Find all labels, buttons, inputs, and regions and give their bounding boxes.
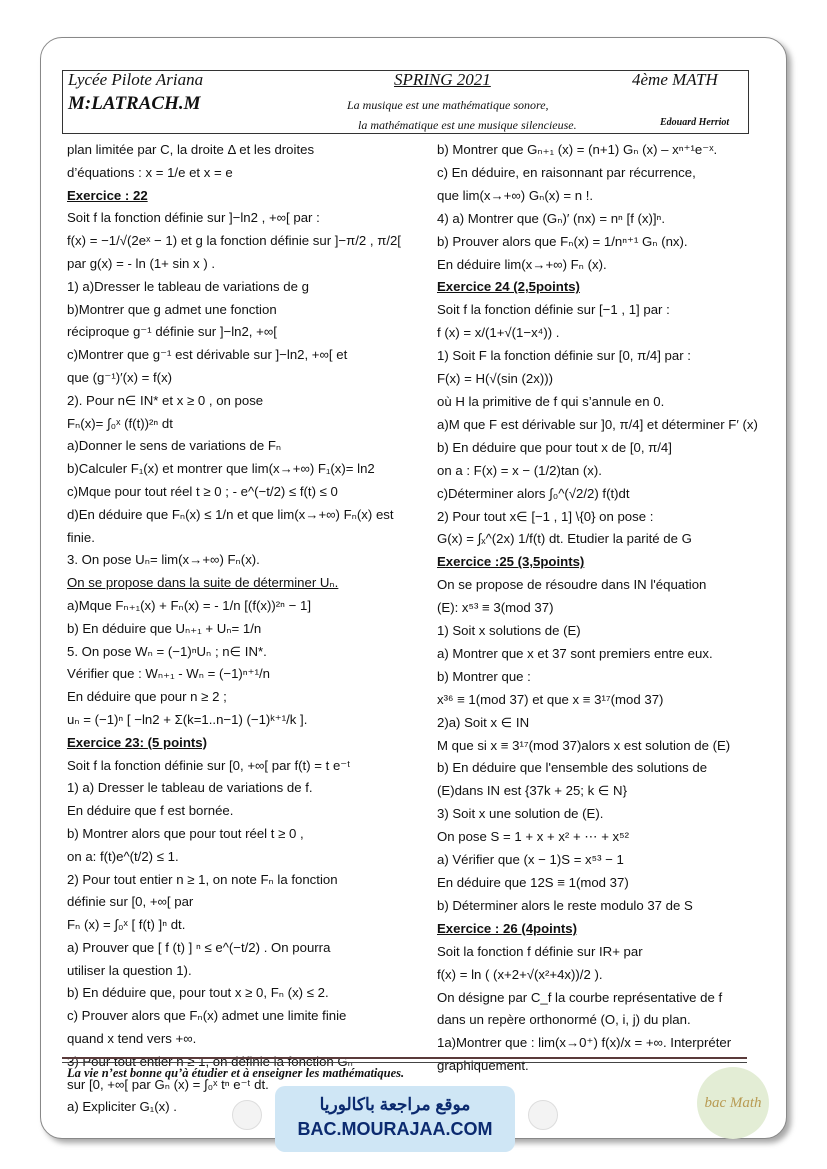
footer-rule xyxy=(62,1057,747,1059)
bac-math-logo: bac Math xyxy=(697,1067,769,1139)
site-url[interactable]: BAC.MOURAJAA.COM xyxy=(297,1119,493,1139)
text-line: on a : F(x) = x − (1/2)tan (x). xyxy=(437,462,602,478)
text-line: a) Expliciter G₁(x) . xyxy=(67,1099,177,1115)
text-line: f(x) = −1/√(2eˣ − 1) et g la fonction définie sur ]−π/2 , π/2[ xyxy=(67,233,401,249)
session-label: SPRING 2021 xyxy=(394,70,491,89)
text-line: f(x) = ln ( (x+2+√(x²+4x))/2 ). xyxy=(437,966,603,982)
text-line: En déduire que pour n ≥ 2 ; xyxy=(67,689,227,705)
text-line: graphiquement. xyxy=(437,1058,529,1074)
text-line: 1a)Montrer que : lim(x→0⁺) f(x)/x = +∞. Interpréter xyxy=(437,1035,732,1051)
text-line: b) Montrer que Gₙ₊₁ (x) = (n+1) Gₙ (x) – xⁿ⁺¹e⁻ˣ. xyxy=(437,142,718,157)
text-line: quand x tend vers +∞. xyxy=(67,1031,197,1047)
quote-line-1: La musique est une mathématique sonore, xyxy=(347,98,549,112)
text-line: a) Prouver que [ f (t) ] ⁿ ≤ e^(−t/2) . On pourra xyxy=(67,939,331,955)
text-line: uₙ = (−1)ⁿ [ −ln2 + Σ(k=1..n−1) (−1)ᵏ⁺¹/k ]. xyxy=(67,711,308,727)
site-arabic-title: موقع مراجعة باكالوريا xyxy=(319,1095,471,1114)
text-line: En déduire lim(x→+∞) Fₙ (x). xyxy=(437,256,607,272)
text-line: En déduire que 12S ≡ 1(mod 37) xyxy=(437,875,629,890)
text-line: b) En déduire que pour tout x de [0, π/4] xyxy=(437,439,672,455)
text-line: Fₙ(x)= ∫₀ˣ (f(t))²ⁿ dt xyxy=(67,415,173,431)
text-line: c)Montrer que g⁻¹ est dérivable sur ]−ln2, +∞[ et xyxy=(67,347,348,363)
text-line: 1) Soit F la fonction définie sur [0, π/4] par : xyxy=(437,348,691,364)
exercise-title: Exercice : 26 (4points) xyxy=(437,920,577,936)
text-line: Soit la fonction f définie sur IR+ par xyxy=(437,943,643,959)
footer-motto: La vie n’est bonne qu’à étudier et à enseigner les mathématiques. xyxy=(67,1066,405,1080)
text-line: 2)a) Soit x ∈ IN xyxy=(437,714,530,730)
text-line: Fₙ (x) = ∫₀ˣ [ f(t) ]ⁿ dt. xyxy=(67,917,186,933)
text-line: dans un repère orthonormé (O, i, j) du plan. xyxy=(437,1012,691,1028)
text-line: b) En déduire que, pour tout x ≥ 0, Fₙ (x) ≤ 2. xyxy=(67,985,329,1001)
text-line: F(x) = H(√(sin (2x))) xyxy=(437,371,554,387)
exercise-title: Exercice : 22 xyxy=(67,187,148,203)
text-line: M que si x ≡ 3¹⁷(mod 37)alors x est solution de (E) xyxy=(437,737,731,753)
quote-author: Edouard Herriot xyxy=(660,117,730,128)
footer-rule-thin xyxy=(62,1062,747,1063)
right-column xyxy=(437,140,782,1079)
teacher-name: M:LATRACH.M xyxy=(68,93,201,114)
text-line: Soit f la fonction définie sur [0, +∞[ par f(t) = t e⁻ᵗ xyxy=(67,757,351,773)
text-line: 3. On pose Uₙ= lim(x→+∞) Fₙ(x). xyxy=(67,552,260,568)
small-logo-left xyxy=(232,1100,262,1130)
text-line: b) Montrer alors que pour tout réel t ≥ 0 , xyxy=(67,825,304,841)
text-line: 1) Soit x solutions de (E) xyxy=(437,623,581,639)
text-line: finie. xyxy=(67,529,95,545)
text-line: a)M que F est dérivable sur ]0, π/4] et déterminer F′ (x) xyxy=(437,416,758,432)
small-logo-right xyxy=(528,1100,558,1130)
site-banner[interactable] xyxy=(275,1086,515,1152)
quote-line-2: la mathématique est une musique silencieuse. xyxy=(358,118,577,132)
text-line: G(x) = ∫ₓ^(2x) 1/f(t) dt. Etudier la parité de G xyxy=(437,531,692,547)
text-line: a)Donner le sens de variations de Fₙ xyxy=(67,438,282,454)
text-line: 5. On pose Wₙ = (−1)ⁿUₙ ; n∈ IN*. xyxy=(67,643,267,659)
text-line: c)Mque pour tout réel t ≥ 0 ; - e^(−t/2) ≤ f(t) ≤ 0 xyxy=(67,483,338,499)
text-line: b) En déduire que l'ensemble des solutions de xyxy=(437,760,708,776)
text-line: b) Prouver alors que Fₙ(x) = 1/nⁿ⁺¹ Gₙ (nx). xyxy=(437,233,688,249)
text-line: On se propose dans la suite de déterminer Uₙ. xyxy=(67,575,339,591)
text-line: (E): x⁵³ ≡ 3(mod 37) xyxy=(437,600,554,616)
text-line: a)Mque Fₙ₊₁(x) + Fₙ(x) = - 1/n [(f(x))²ⁿ − 1] xyxy=(67,597,311,613)
text-line: c) Prouver alors que Fₙ(x) admet une limite finie xyxy=(67,1008,347,1024)
text-line: 2) Pour tout entier n ≥ 1, on note Fₙ la fonction xyxy=(67,871,338,887)
text-line: que lim(x→+∞) Gₙ(x) = n !. xyxy=(437,187,594,203)
text-line: par g(x) = - ln (1+ sin x ) . xyxy=(67,255,216,271)
text-line: que (g⁻¹)′(x) = f(x) xyxy=(67,369,173,385)
exercise-title: Exercice :25 (3,5points) xyxy=(437,554,585,570)
text-line: 2). Pour n∈ IN* et x ≥ 0 , on pose xyxy=(67,392,264,408)
text-line: On désigne par C_f la courbe représentative de f xyxy=(437,989,723,1005)
text-line: a) Montrer que x et 37 sont premiers entre eux. xyxy=(437,645,713,661)
text-line: 3) Soit x une solution de (E). xyxy=(437,806,604,822)
school-name: Lycée Pilote Ariana xyxy=(68,70,204,89)
grade-label: 4ème MATH xyxy=(632,70,718,89)
text-line: (E)dans IN est {37k + 25; k ∈ N} xyxy=(437,783,627,799)
text-line: où H la primitive de f qui s’annule en 0. xyxy=(437,393,665,409)
text-line: sur [0, +∞[ par Gₙ (x) = ∫₀ˣ tⁿ e⁻ᵗ dt. xyxy=(67,1076,269,1092)
text-line: b) En déduire que Uₙ₊₁ + Uₙ= 1/n xyxy=(67,620,262,636)
text-line: c) En déduire, en raisonnant par récurrence, xyxy=(437,164,696,180)
text-line: utiliser la question 1). xyxy=(67,962,192,978)
text-line: Soit f la fonction définie sur [−1 , 1] par : xyxy=(437,302,670,318)
text-line: On pose S = 1 + x + x² + ⋯ + x⁵² xyxy=(437,829,630,845)
text-line: a) Vérifier que (x − 1)S = x⁵³ − 1 xyxy=(437,852,624,868)
text-line: d)En déduire que Fₙ(x) ≤ 1/n et que lim(x→+∞) Fₙ(x) est xyxy=(67,506,394,522)
text-line: plan limitée par C, la droite Δ et les droites xyxy=(67,142,315,157)
text-line: on a: f(t)e^(t/2) ≤ 1. xyxy=(67,848,179,864)
text-line: 2) Pour tout x∈ [−1 , 1] \{0} on pose : xyxy=(437,508,654,524)
text-line: 4) a) Montrer que (Gₙ)′ (nx) = nⁿ [f (x)]ⁿ. xyxy=(437,210,666,226)
text-line: x³⁶ ≡ 1(mod 37) et que x ≡ 3¹⁷(mod 37) xyxy=(437,691,664,707)
text-line: En déduire que f est bornée. xyxy=(67,803,234,819)
text-line: b) Montrer que : xyxy=(437,668,531,684)
exercise-title: Exercice 23: (5 points) xyxy=(67,734,207,750)
text-line: Vérifier que : Wₙ₊₁ - Wₙ = (−1)ⁿ⁺¹/n xyxy=(67,666,270,682)
text-line: 1) a)Dresser le tableau de variations de g xyxy=(67,278,309,294)
text-line: On se propose de résoudre dans IN l'équation xyxy=(437,577,707,593)
text-line: réciproque g⁻¹ définie sur ]−ln2, +∞[ xyxy=(67,324,277,340)
text-line: b)Calculer F₁(x) et montrer que lim(x→+∞) F₁(x)= ln2 xyxy=(67,461,375,477)
text-line: 3) Pour tout entier n ≥ 1, on définie la fonction Gₙ xyxy=(67,1053,353,1069)
exercise-title: Exercice 24 (2,5points) xyxy=(437,279,580,295)
text-line: b)Montrer que g admet une fonction xyxy=(67,301,277,317)
text-line: 1) a) Dresser le tableau de variations de f. xyxy=(67,780,313,796)
left-column xyxy=(67,140,412,1120)
text-line: f (x) = x/(1+√(1−x⁴)) . xyxy=(437,325,560,341)
text-line: Soit f la fonction définie sur ]−ln2 , +∞[ par : xyxy=(67,210,320,226)
text-line: c)Déterminer alors ∫₀^(√2/2) f(t)dt xyxy=(437,485,630,501)
text-line: b) Déterminer alors le reste modulo 37 de S xyxy=(437,897,693,913)
text-line: d’équations : x = 1/e et x = e xyxy=(67,164,233,180)
text-line: définie sur [0, +∞[ par xyxy=(67,894,194,910)
